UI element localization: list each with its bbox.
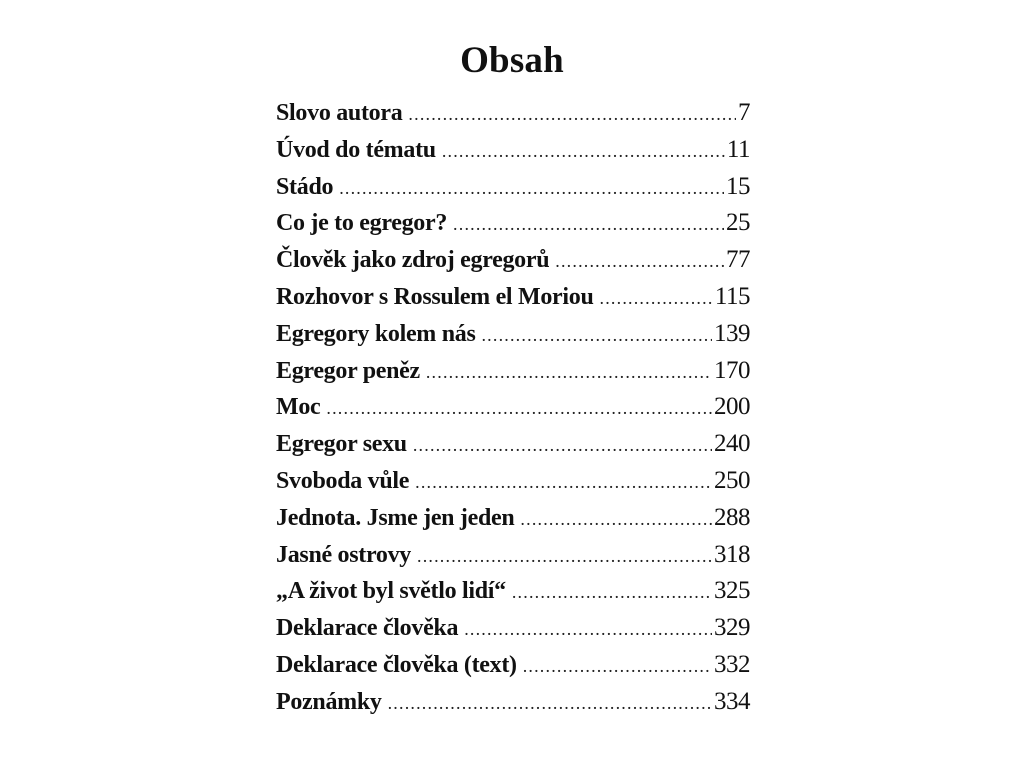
dot-leader bbox=[512, 577, 712, 607]
toc-entry bbox=[276, 356, 750, 393]
toc-entry bbox=[276, 172, 750, 209]
dot-leader bbox=[339, 173, 724, 203]
toc-entry bbox=[276, 392, 750, 429]
toc-page-number: 15 bbox=[726, 172, 750, 200]
dot-leader bbox=[600, 283, 713, 313]
toc-page-number: 288 bbox=[714, 503, 750, 531]
dot-leader bbox=[523, 651, 712, 681]
toc-entry bbox=[276, 208, 750, 245]
toc-entry-title: Egregor peněz bbox=[276, 357, 420, 384]
toc-page-number: 329 bbox=[714, 614, 750, 642]
toc-entry-title: Poznámky bbox=[276, 688, 382, 715]
toc-entry bbox=[276, 503, 750, 540]
dot-leader bbox=[417, 541, 712, 571]
toc-entry bbox=[276, 613, 750, 650]
toc-page-number: 170 bbox=[714, 356, 750, 384]
toc-page-number: 325 bbox=[714, 577, 750, 605]
toc-entry bbox=[276, 429, 750, 466]
toc-entry bbox=[276, 135, 750, 172]
toc-entry bbox=[276, 245, 750, 282]
toc-page-number: 11 bbox=[726, 135, 750, 163]
dot-leader bbox=[426, 357, 712, 387]
toc-entry-title: Deklarace člověka (text) bbox=[276, 651, 517, 678]
dot-leader bbox=[415, 467, 712, 497]
toc-entry-title: Egregory kolem nás bbox=[276, 320, 476, 347]
toc-entry bbox=[276, 576, 750, 613]
toc-page-number: 318 bbox=[714, 540, 750, 568]
toc-page-number: 139 bbox=[714, 319, 750, 347]
toc-entry-title: Člověk jako zdroj egregorů bbox=[276, 247, 550, 274]
toc-entry bbox=[276, 98, 750, 135]
dot-leader bbox=[481, 320, 712, 350]
toc-entry-title: Stádo bbox=[276, 173, 334, 200]
toc-entry-title: Slovo autora bbox=[276, 100, 403, 126]
toc-entry-title: Deklarace člověka bbox=[276, 615, 459, 642]
toc-entry-title: Moc bbox=[276, 394, 321, 421]
dot-leader bbox=[388, 688, 712, 718]
toc-page-number: 334 bbox=[714, 687, 750, 715]
toc-entry bbox=[276, 319, 750, 356]
toc-page-number: 240 bbox=[714, 430, 750, 458]
dot-leader bbox=[408, 99, 736, 129]
toc-entry-title: Jednota. Jsme jen jeden bbox=[276, 504, 515, 531]
toc-page-number: 7 bbox=[738, 99, 750, 126]
toc-entry-title: Svoboda vůle bbox=[276, 467, 410, 494]
dot-leader bbox=[520, 504, 712, 534]
page-title: Obsah bbox=[460, 39, 564, 81]
dot-leader bbox=[555, 246, 724, 276]
toc-entry bbox=[276, 282, 750, 319]
toc-entry-title: Co je to egregor? bbox=[276, 210, 448, 237]
toc-page-number: 332 bbox=[714, 650, 750, 678]
toc-entry bbox=[276, 650, 750, 687]
dot-leader bbox=[453, 209, 724, 239]
toc-entry-title: Jasné ostrovy bbox=[276, 541, 411, 568]
toc-page-number: 200 bbox=[714, 393, 750, 421]
toc-entry bbox=[276, 466, 750, 503]
dot-leader bbox=[442, 136, 725, 166]
toc-entry bbox=[276, 540, 750, 577]
toc-entry-title: Rozhovor s Rossulem el Moriou bbox=[276, 283, 594, 310]
toc-page-number: 25 bbox=[726, 209, 750, 237]
dot-leader bbox=[413, 430, 712, 460]
toc-page-number: 250 bbox=[714, 466, 750, 494]
table-of-contents bbox=[276, 98, 750, 724]
toc-page-number: 115 bbox=[714, 282, 750, 310]
toc-entry-title: Úvod do tématu bbox=[276, 136, 436, 163]
dot-leader bbox=[464, 614, 712, 644]
toc-entry-title: Egregor sexu bbox=[276, 431, 407, 458]
toc-entry bbox=[276, 687, 750, 724]
toc-page-number: 77 bbox=[726, 246, 750, 274]
dot-leader bbox=[326, 393, 712, 423]
toc-entry-title: „A život byl světlo lidí“ bbox=[276, 578, 506, 605]
